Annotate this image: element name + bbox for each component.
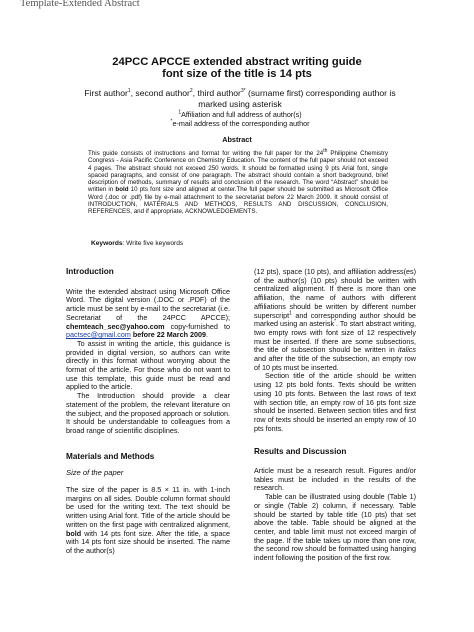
left-column bbox=[66, 268, 230, 556]
pact-email-link[interactable]: pactsec@gmail.com bbox=[66, 330, 131, 340]
introduction-heading: Introduction bbox=[66, 267, 114, 276]
methods-subheading: Size of the paper bbox=[66, 468, 124, 478]
keywords-label: Keywords bbox=[91, 240, 123, 247]
results-paragraph-1: Article must be a research result. Figures and/or tables must be included in the results of the research. bbox=[254, 466, 416, 493]
introduction-paragraph-2: To assist in writing the article, this guidance is provided in digital version, so authors can write directly in this format without worrying about the format of the article. For those who do not want to use this template, this guide must be read and applied to the article. bbox=[66, 338, 230, 392]
format-paragraph-1: (12 pts), space (10 pts), and affiliation address(es) of the author(s) (10 pts) should be written with centralized alignment. If there is more than one affiliation, the name of authors with different affiliations should be written by different number superscript$^1$ and corresponding author should be marked using an asterisk*. To start abstract writing, two empty rows with font size of 12 respectively must be inserted. If there are some subsections, the title of subsection should be written in italics and after the title of the subsection, an empty row of 10 pts must be inserted. bbox=[254, 267, 416, 372]
deadline-date: 22 March 2009 bbox=[156, 330, 206, 340]
affiliation: $^1$Affiliation and full address of author(s) bbox=[178, 109, 302, 119]
methods-paragraph-1: The size of the paper is 8.5 × 11 in. with 1-inch margins on all sides. Double column format should be used for the writing text. The text should be written using Arial font. Title of the article should be written on the first page with centralized alignment, bold with 14 pts font size. After the title, a space with 14 pts font size should be inserted. The name of the author(s) bbox=[66, 485, 230, 555]
secretariat-email: chemteach_sec@yahoo.com bbox=[66, 321, 165, 331]
keywords: Keywords: Write five keywords bbox=[91, 240, 184, 247]
abstract-body: This guide consists of instructions and format for writing the full paper for the 24th Philippine Chemistry Congress - Asia Pacific Conference on Chemistry Education. The content of the full paper should not exceed 4 pages. The abstract should not exceed 250 words. It should be formatted using 9 pts Arial font, single spaced paragraphs, and consist of one paragraph. The abstract should contain a short background, brief description of methods, summary of results and conclusion of the research. The word “Abstract” should be written in bold 10 pts font size and aligned at center.The full paper should be submitted as Microsoft Office Word (.doc or .pdf) file by e-mail attachment to the secretariat before 22 March 2009. It should consist of INTRODUCTION, MATERIALS AND METHODS, RESULTS AND DISCUSSION, CONCLUSION, REFERENCES, and if appropriate, ACKNOWLEDGEMENTS. bbox=[88, 147, 388, 215]
paper-title-line-2: font size of the title is 14 pts bbox=[162, 68, 312, 80]
introduction-paragraph-1: Write the extended abstract using Microsoft Office Word. The digital version (.DOC or .PDF) of the article must be sent by e-mail to the secretariat (i.e. Secretariat of the 24PCC APCCE); chemteach_sec@yahoo.com copy-furnished to pactsec@gmail.com before 22 March 2009. bbox=[66, 286, 230, 340]
author-line-1: First author$^1$, second author$^2$, third author$^{3*}$ (surname first) corresponding author is bbox=[84, 88, 396, 98]
author-line-2: marked using asterisk bbox=[198, 99, 282, 109]
right-column bbox=[254, 268, 416, 563]
running-header: Template-Extended Abstract bbox=[20, 0, 140, 9]
results-paragraph-2: Table can be illustrated using double (Table 1) or single (Table 2) column, if necessary. Table should be started by table title (10 pts) that set above the table. Table should be aligned at the center, and table limit must not exceed margin of the page. If the table takes up more than one row, the second row should be formatted using hanging indent following the position of the first row. bbox=[254, 492, 416, 563]
methods-heading: Materials and Methods bbox=[66, 451, 155, 461]
results-heading: Results and Discussion bbox=[254, 447, 347, 457]
format-paragraph-2: Section title of the article should be written using 12 pts bold fonts. Texts should be written using 10 pts fonts. Between the last rows of text with section title, an empty row of 16 pts font size should be inserted. Between section titles and first row of texts should be inserted an empty row of 10 pts fonts. bbox=[254, 371, 416, 433]
introduction-paragraph-3: The Introduction should provide a clear statement of the problem, the relevant literature on the subject, and the proposed approach or solution. It should be understandable to colleagues from a broad range of scientific disciplines. bbox=[66, 391, 230, 435]
paper-title-line-1: 24PCC APCCE extended abstract writing guide bbox=[112, 56, 362, 68]
abstract-heading: Abstract bbox=[222, 135, 252, 144]
corresponding-email: *e-mail address of the corresponding author bbox=[170, 118, 310, 128]
